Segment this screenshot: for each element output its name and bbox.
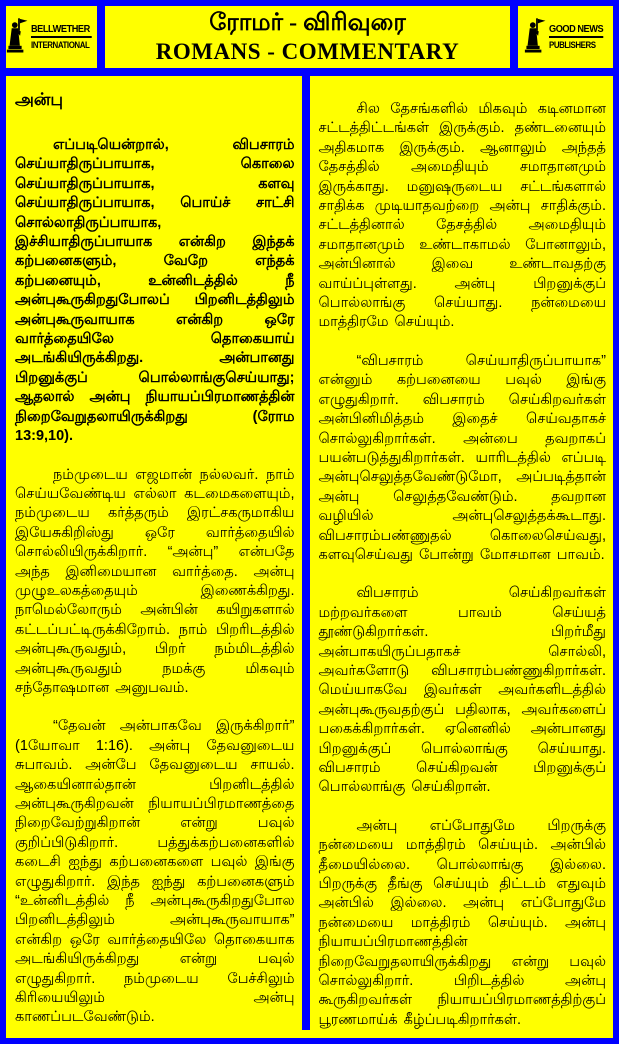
page-title-tamil: ரோமர் - விரிவுரை [209,10,406,36]
commentary-paragraph: “விபசாரம் செய்யாதிருப்பாயாக” என்னும் கற்பனையை பவுல் இங்கு எழுதுகிறார். விபசாரம் செய்கிறவர்கள் அன்பினிமித்தம் இதைச் செய்வதாகச் சொல்லுகிறார்கள். அன்பை தவறாகப் பயன்படுத்துகிறார்கள். யாரிடத்தில் எப்படி அன்புசெலுத்தவேண்டுமோ, அப்படித்தான் அன்பு செலுத்தவேண்டும். தவறான வழியில் அன்புசெலுத்தக்கூடாது. விபசாரம்பண்ணுதல் கொலைசெய்வது, களவுசெய்வது போன்று மோசமான பாவம். [318,352,606,563]
page-header [6,6,613,76]
commentary-paragraph: சில தேசங்களில் மிகவும் கடினமான சட்டத்திட்டங்கள் இருக்கும். தண்டனையும் அதிகமாக இருக்கும். ஆனாலும் அந்தத் தேசத்தில் அமைதியும் சமாதானமும் இருக்காது. மனுஷருடைய சட்டங்களால் சாதிக்க முடியாதவற்றை அன்பு சாதிக்கும். சட்டத்தினால் தேசத்தில் அமைதியும் சமாதானமும் உண்டாகாமல் போனாலும், அன்பினால் இவை உண்டாவதற்கு வாய்ப்புள்ளது. அன்பு பிறனுக்குப் பொல்லாங்கு செய்யாது. நன்மையை மாத்திரமே செய்யும். [318,101,606,331]
page-title-english: ROMANS - COMMENTARY [155,39,460,64]
right-column [310,76,614,1030]
commentary-body [6,76,613,1030]
logo-line-2: PUBLISHERS [548,40,596,50]
statue-figure-icon [6,17,28,57]
statue-figure-icon [524,17,546,57]
bellwether-logo-text [31,24,97,50]
bellwether-international-logo [6,6,105,68]
good-news-logo-text [549,24,608,50]
commentary-paragraph: அன்பு எப்போதுமே பிறருக்கு நன்மையை மாத்திரம் செய்யும். அன்பில் தீமையில்லை. பொல்லாங்கு இல்லை. பிறருக்கு தீங்கு செய்யும் திட்டம் எதுவும் அன்பில் இல்லை. அன்பு எப்போதுமே நன்மையை மாத்திரம் செய்யும். அன்பு நியாயப்பிரமாணத்தின் நிறைவேறுதலாயிருக்கிறது என்று பவுல் சொல்லுகிறார். பிறிடத்தில் அன்பு கூருகிறவர்கள் நியாயப்பிரமாணத்திற்குப் பூரணமாய்க் கீழ்ப்படிகிறார்கள். [318,817,606,1028]
good-news-publishers-logo [510,6,613,68]
section-heading-love: அன்பு [15,90,64,109]
commentary-paragraph: விபசாரம் செய்கிறவர்கள் மற்றவர்களை பாவம் செய்யத் தூண்டுகிறார்கள். பிறர்மீது அன்பாகயிருப்பதாகச் சொல்லி, அவர்களோடு விபசாரம்பண்ணுகிறார்கள். மெய்யாகவே இவர்கள் அவர்களிடத்தில் அன்புகூருவதற்குப் பதிலாக, அவர்களைப் பகைக்கிறார்கள். ஏனெனில் அன்பானது பிறனுக்குப் பொல்லாங்கு செய்யாது. விபசாரம் செய்கிறவன் பிறனுக்குப் பொல்லாங்கு செய்கிறான். [318,585,606,796]
logo-line-2: INTERNATIONAL [30,40,90,50]
title-box [105,6,510,68]
commentary-paragraph: நம்முடைய எஜமான் நல்லவர். நாம் செய்யவேண்டிய எல்லா கடமைகளையும், நம்முடைய கர்த்தரும் இரட்சகருமாகிய இயேசுகிறிஸ்து ஒரே வார்த்தையில் சொல்லியிருக்கிறார். “அன்பு” என்பதே அந்த இனிமையான வார்த்தை. அன்பு முழுஉலகத்தையும் இணைக்கிறது. நாமெல்லோரும் அன்பின் கயிறுகளால் கட்டப்பட்டிருக்கிறோம். நாம் பிறரிடத்தில் அன்புகூருவதும், பிறர் நம்மிடத்தில் அன்புகூருவதும் நமக்கு மிகவும் சந்தோஷமான அனுபவம். [15,466,295,696]
left-column [6,76,310,1030]
logo-line-1: GOOD NEWS [549,24,603,38]
commentary-paragraph: “தேவன் அன்பாகவே இருக்கிறார்” (1யோவா 1:16). அன்பு தேவனுடைய சுபாவம். அன்பே தேவனுடைய சாயல். ஆகையினால்தான் பிறனிடத்தில் அன்புகூருகிறவன் நியாயப்பிரமாணத்தை நிறைவேற்றுகிறான் என்று பவுல் குறிப்பிடுகிறார். பத்துக்கற்பனைகளில் கடைசி ஐந்து கற்பனைகளை பவுல் இங்கு எழுதுகிறார். இந்த ஐந்து கற்பனைகளும் “உன்னிடத்தில் நீ அன்புகூருகிறதுபோல பிறனிடத்திலும் அன்புகூருவாயாக” என்கிற ஒரே வார்த்தையிலே தொகையாக அடங்கியிருக்கிறது என்று பவுல் எழுதுகிறார். நம்முடைய பேச்சிலும் கிரியையிலும் அன்பு காணப்படவேண்டும். [15,718,295,1026]
logo-line-1: BELLWETHER [31,24,92,38]
scripture-quote-paragraph: எப்படியென்றால், விபசாரம் செய்யாதிருப்பாயாக, கொலை செய்யாதிருப்பாயாக, களவு செய்யாதிருப்பாயாக, பொய்ச் சாட்சி சொல்லாதிருப்பாயாக, இச்சியாதிருப்பாயாக என்கிற இந்தக் கற்பனைகளும், வேறே எந்தக் கற்பனையும், உன்னிடத்தில் நீ அன்புகூருகிறதுபோலப் பிறனிடத்திலும் அன்புகூருவாயாக என்கிற ஒரே வார்த்தையிலே தொகையாய் அடங்கியிருக்கிறது. அன்பானது பிறனுக்குப் பொல்லாங்குசெய்யாது; ஆதலால் அன்பு நியாயப்பிரமாணத்தின் நிறைவேறுதலாயிருக்கிறது (ரோம 13:9,10). [15,137,295,445]
